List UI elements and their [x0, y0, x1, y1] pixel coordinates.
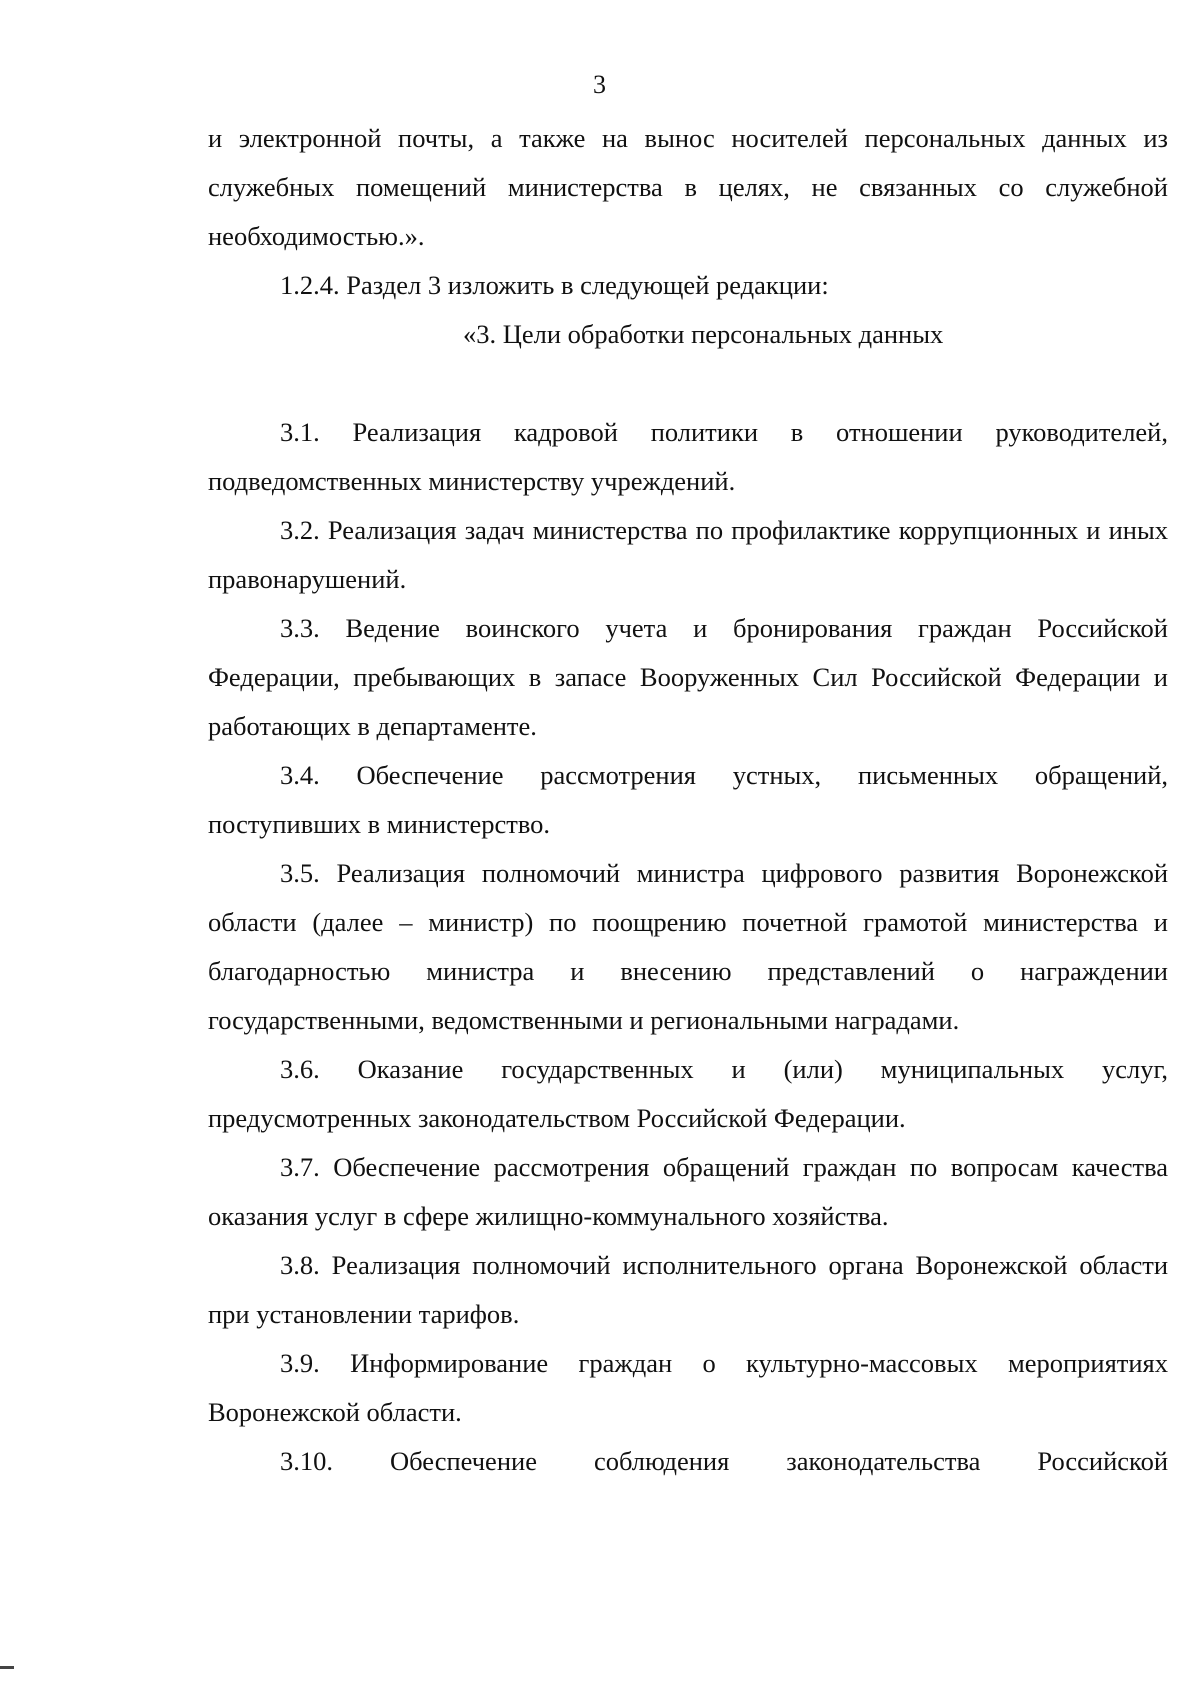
list-item: 3.1. Реализация кадровой политики в отношении руководителей, подведомственных министерству учреждений. [208, 417, 1168, 496]
list-item: 3.2. Реализация задач министерства по профилактике коррупционных и иных правонарушений. [208, 515, 1168, 594]
document-body [208, 114, 1168, 1486]
list-item: 3.7. Обеспечение рассмотрения обращений граждан по вопросам качества оказания услуг в сфере жилищно-коммунального хозяйства. [208, 1152, 1168, 1231]
list-item: 3.6. Оказание государственных и (или) муниципальных услуг, предусмотренных законодательством Российской Федерации. [208, 1054, 1168, 1133]
list-item: 3.9. Информирование граждан о культурно-массовых мероприятиях Воронежской области. [208, 1348, 1168, 1427]
continuation-paragraph: и электронной почты, а также на вынос носителей персональных данных из служебных помещений министерства в целях, не связанных со служебной необходимостью.». [208, 123, 1168, 251]
scan-edge-mark [0, 1666, 14, 1669]
amendment-instruction: 1.2.4. Раздел 3 изложить в следующей редакции: [280, 270, 829, 300]
page-number: 3 [593, 70, 606, 99]
list-item: 3.4. Обеспечение рассмотрения устных, письменных обращений, поступивших в министерство. [208, 760, 1168, 839]
section-heading: «3. Цели обработки персональных данных [463, 319, 944, 349]
trailing-item: 3.10. Обеспечение соблюдения законодательства Российской [280, 1446, 1168, 1476]
list-item: 3.3. Ведение воинского учета и бронирования граждан Российской Федерации, пребывающих в запасе Вооруженных Сил Российской Федерации и работающих в департаменте. [208, 613, 1168, 741]
list-item: 3.5. Реализация полномочий министра цифрового развития Воронежской области (далее – министр) по поощрению почетной грамотой министерства и благодарностью министра и внесению представлений о награждении государственными, ведомственными и региональными наградами. [208, 858, 1168, 1035]
list-item: 3.8. Реализация полномочий исполнительного органа Воронежской области при установлении тарифов. [208, 1250, 1168, 1329]
heading-spacer [208, 359, 1168, 408]
